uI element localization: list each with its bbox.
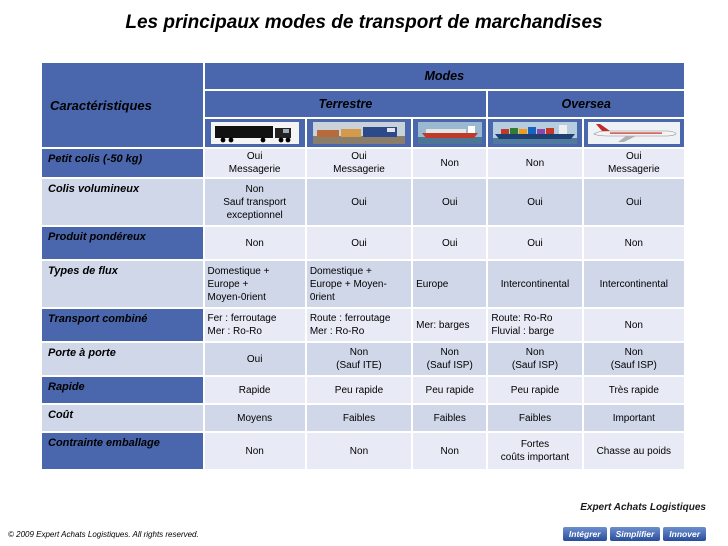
- table-cell: [584, 377, 684, 403]
- cell-line: Moyens: [237, 412, 273, 424]
- barge-icon: [413, 119, 486, 147]
- cell-line: Messagerie: [607, 164, 660, 175]
- table-cell: [205, 309, 305, 341]
- tagline-innover: Innover: [663, 527, 706, 541]
- cell-line: Messagerie: [228, 164, 281, 175]
- cell-line: Route : ferroutage: [309, 313, 391, 324]
- table-cell: [307, 343, 411, 375]
- cell-line: Fluvial : barge: [491, 326, 555, 337]
- table-cell: [488, 227, 581, 259]
- table-cell: [413, 227, 486, 259]
- table-cell: [488, 179, 581, 225]
- table-cell: [205, 405, 305, 431]
- table-cell: [307, 149, 411, 177]
- table-cell: [488, 377, 581, 403]
- cell-line: Rapide: [238, 384, 271, 396]
- table-cell: [307, 227, 411, 259]
- table-row: [42, 227, 684, 259]
- table-cell: [307, 433, 411, 469]
- table-row: [42, 433, 684, 469]
- airplane-icon: [584, 119, 684, 147]
- container-ship-icon: [488, 119, 581, 147]
- table-cell: [488, 309, 581, 341]
- table-row: [42, 309, 684, 341]
- tagline: [563, 527, 706, 541]
- cell-line: Non: [440, 347, 459, 358]
- table-row: [42, 343, 684, 375]
- row-label: Contrainte emballage: [42, 433, 203, 469]
- cell-line: Non: [525, 157, 545, 169]
- cell-line: Très rapide: [608, 384, 659, 396]
- copyright-notice: © 2009 Expert Achats Logistiques. All rights reserved.: [8, 530, 199, 539]
- row-label: Produit pondéreux: [42, 227, 203, 259]
- cell-line: Intercontinental: [500, 278, 570, 290]
- oversea-header: Oversea: [488, 91, 684, 117]
- cell-line: Intercontinental: [599, 278, 668, 290]
- cell-line: Oui: [351, 196, 367, 208]
- table-cell: [205, 179, 305, 225]
- cell-line: Oui: [351, 151, 367, 162]
- cell-line: Non: [245, 445, 264, 457]
- table-cell: [488, 149, 581, 177]
- table-cell: [488, 433, 581, 469]
- cell-line: (Sauf ISP): [426, 360, 473, 371]
- cell-line: Route: Ro-Ro: [491, 313, 553, 324]
- cell-line: Sauf transport: [223, 196, 287, 208]
- transport-modes-table: [40, 61, 686, 471]
- table-cell: [584, 433, 684, 469]
- table-cell: [413, 179, 486, 225]
- row-label: Porte à porte: [42, 343, 203, 375]
- cell-line: Important: [612, 412, 655, 424]
- cell-line: Chasse au poids: [596, 445, 672, 457]
- cell-line: (Sauf ISP): [610, 360, 657, 371]
- cell-line: Oui: [527, 196, 543, 208]
- row-label: Petit colis (-50 kg): [42, 149, 203, 177]
- cell-line: Non: [245, 237, 264, 249]
- table-cell: [307, 309, 411, 341]
- tagline-simplifier: Simplifier: [610, 527, 661, 541]
- cell-line: Non: [349, 347, 369, 358]
- table-cell: [413, 309, 486, 341]
- table-cell: [307, 179, 411, 225]
- table-cell: [413, 433, 486, 469]
- cell-line: Fortes: [520, 439, 550, 450]
- terrestre-header: Terrestre: [205, 91, 487, 117]
- cell-line: Messagerie: [333, 164, 385, 175]
- table-row: [42, 179, 684, 225]
- brand-name: Expert Achats Logistiques: [580, 502, 706, 513]
- cell-line: Oui: [246, 151, 263, 162]
- cell-line: Fer : ferroutage: [207, 313, 277, 324]
- modes-header: Modes: [205, 63, 685, 89]
- page-title: Les principaux modes de transport de marchandises: [125, 12, 603, 33]
- table-cell: [488, 343, 581, 375]
- table-cell: [584, 179, 684, 225]
- table-cell: [413, 261, 486, 307]
- table-cell: [413, 343, 486, 375]
- row-label: Types de flux: [42, 261, 203, 307]
- train-icon: [307, 119, 411, 147]
- tagline-integrer: Intégrer: [563, 527, 607, 541]
- table-cell: [205, 377, 305, 403]
- cell-line: 0rient: [309, 291, 335, 303]
- row-label: Coût: [42, 405, 203, 431]
- table-cell: [205, 149, 305, 177]
- cell-line: Domestique +: [207, 265, 270, 277]
- row-label: Rapide: [42, 377, 203, 403]
- table-cell: [488, 261, 581, 307]
- cell-line: Moyen-0rient: [207, 291, 266, 303]
- table-cell: [205, 433, 305, 469]
- cell-line: Oui: [626, 151, 642, 162]
- table-cell: [307, 261, 411, 307]
- cell-line: Oui: [527, 237, 543, 249]
- table-row: [42, 405, 684, 431]
- cell-line: coûts important: [500, 452, 570, 463]
- cell-line: Oui: [351, 237, 367, 249]
- cell-line: Oui: [441, 196, 458, 208]
- table-cell: [584, 149, 684, 177]
- table-cell: [584, 405, 684, 431]
- cell-line: Non: [440, 157, 459, 169]
- row-label: Transport combiné: [42, 309, 203, 341]
- table-cell: [488, 405, 581, 431]
- cell-line: Non: [440, 445, 459, 457]
- cell-line: Non: [349, 445, 369, 457]
- table-cell: [205, 261, 305, 307]
- table-cell: [584, 227, 684, 259]
- table-row: [42, 149, 684, 177]
- cell-line: Oui: [246, 353, 263, 365]
- cell-line: (Sauf ITE): [336, 360, 382, 371]
- table-cell: [205, 343, 305, 375]
- table-cell: [413, 405, 486, 431]
- cell-line: exceptionnel: [226, 209, 283, 221]
- table-cell: [413, 377, 486, 403]
- cell-line: Mer : Ro-Ro: [207, 326, 262, 337]
- table-cell: [307, 405, 411, 431]
- cell-line: (Sauf ISP): [511, 360, 559, 371]
- table-cell: [584, 343, 684, 375]
- table-row: [42, 261, 684, 307]
- cell-line: Peu rapide: [334, 384, 384, 396]
- cell-line: Europe +: [207, 278, 249, 290]
- cell-line: Peu rapide: [510, 384, 560, 396]
- table-cell: [584, 309, 684, 341]
- cell-line: Non: [525, 347, 545, 358]
- cell-line: Mer : Ro-Ro: [309, 326, 365, 337]
- cell-line: Europe + Moyen-: [309, 278, 387, 290]
- cell-line: Faibles: [342, 412, 376, 424]
- table-cell: [413, 149, 486, 177]
- cell-line: Peu rapide: [425, 384, 474, 396]
- truck-icon: [205, 119, 305, 147]
- cell-line: Mer: barges: [416, 319, 470, 331]
- cell-line: Faibles: [433, 412, 466, 424]
- table-cell: [584, 261, 684, 307]
- cell-line: Oui: [626, 196, 642, 208]
- table-cell: [205, 227, 305, 259]
- cell-line: Non: [624, 237, 643, 249]
- cell-line: Oui: [441, 237, 458, 249]
- cell-line: Faibles: [518, 412, 552, 424]
- caracteristiques-header: Caractéristiques: [42, 63, 203, 147]
- table-row: [42, 377, 684, 403]
- cell-line: Non: [624, 319, 643, 331]
- row-label: Colis volumineux: [42, 179, 203, 225]
- table-cell: [307, 377, 411, 403]
- cell-line: Europe: [416, 278, 449, 290]
- cell-line: Non: [624, 347, 643, 358]
- cell-line: Domestique +: [309, 265, 372, 277]
- cell-line: Non: [245, 183, 264, 195]
